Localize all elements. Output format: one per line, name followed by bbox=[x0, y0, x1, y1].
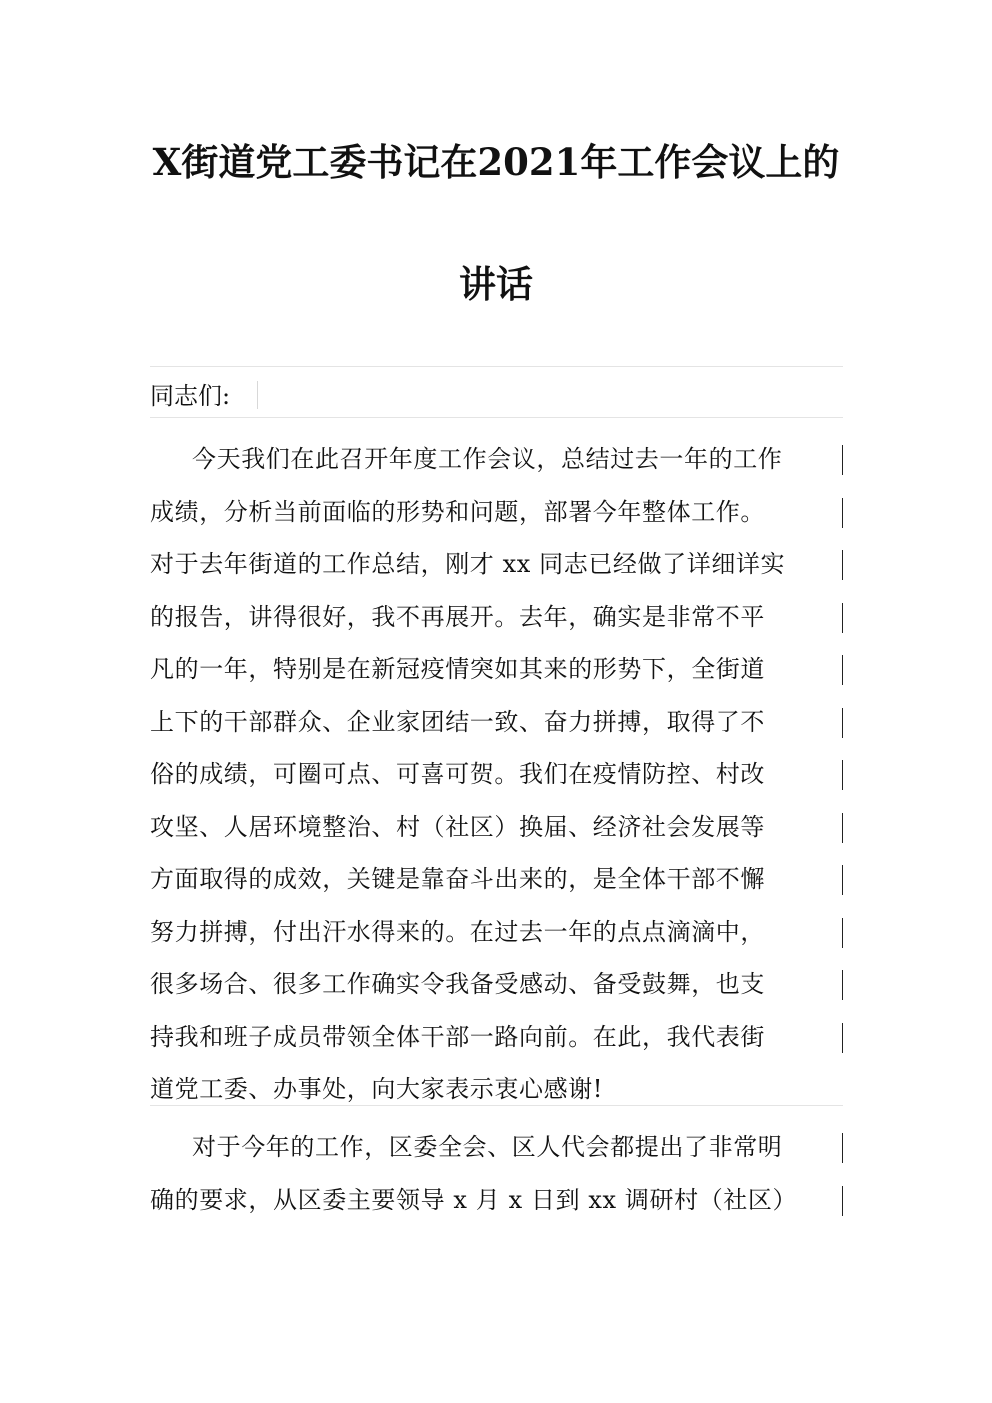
divider-line bbox=[150, 1105, 843, 1106]
paragraph-line: 确的要求，从区委主要领导 x 月 x 日到 xx 调研村（社区） bbox=[150, 1178, 843, 1231]
divider-line bbox=[150, 417, 843, 418]
paragraph-line: 道党工委、办事处，向大家表示衷心感谢! bbox=[150, 1075, 604, 1103]
paragraph-line: 攻坚、人居环境整治、村（社区）换届、经济社会发展等 bbox=[150, 805, 843, 858]
paragraph-line: 方面取得的成效，关键是靠奋斗出来的，是全体干部不懈 bbox=[150, 857, 843, 910]
paragraph-line: 俗的成绩，可圈可点、可喜可贺。我们在疫情防控、村改 bbox=[150, 752, 843, 805]
body-paragraph bbox=[150, 1125, 843, 1230]
paragraph-line: 对于去年街道的工作总结，刚才 xx 同志已经做了详细详实 bbox=[150, 542, 843, 595]
paragraph-line: 很多场合、很多工作确实令我备受感动、备受鼓舞，也支 bbox=[150, 962, 843, 1015]
body-paragraph bbox=[150, 437, 843, 1120]
document-title: X街道党工委书记在2021年工作会议上的 bbox=[152, 140, 840, 184]
paragraph-line: 今天我们在此召开年度工作会议，总结过去一年的工作 bbox=[150, 437, 843, 490]
divider-line bbox=[150, 366, 843, 367]
text-boundary-mark bbox=[257, 381, 258, 409]
paragraph-line: 对于今年的工作，区委全会、区人代会都提出了非常明 bbox=[150, 1125, 843, 1178]
document-title-continued: 讲话 bbox=[459, 262, 533, 306]
paragraph-line: 上下的干部群众、企业家团结一致、奋力拼搏，取得了不 bbox=[150, 700, 843, 753]
paragraph-line: 凡的一年，特别是在新冠疫情突如其来的形势下，全街道 bbox=[150, 647, 843, 700]
paragraph-line: 努力拼搏，付出汗水得来的。在过去一年的点点滴滴中， bbox=[150, 910, 843, 963]
paragraph-line: 的报告，讲得很好，我不再展开。去年，确实是非常不平 bbox=[150, 595, 843, 648]
paragraph-line: 持我和班子成员带领全体干部一路向前。在此，我代表街 bbox=[150, 1015, 843, 1068]
paragraph-line: 成绩，分析当前面临的形势和问题，部署今年整体工作。 bbox=[150, 490, 843, 543]
greeting: 同志们: bbox=[150, 382, 231, 410]
